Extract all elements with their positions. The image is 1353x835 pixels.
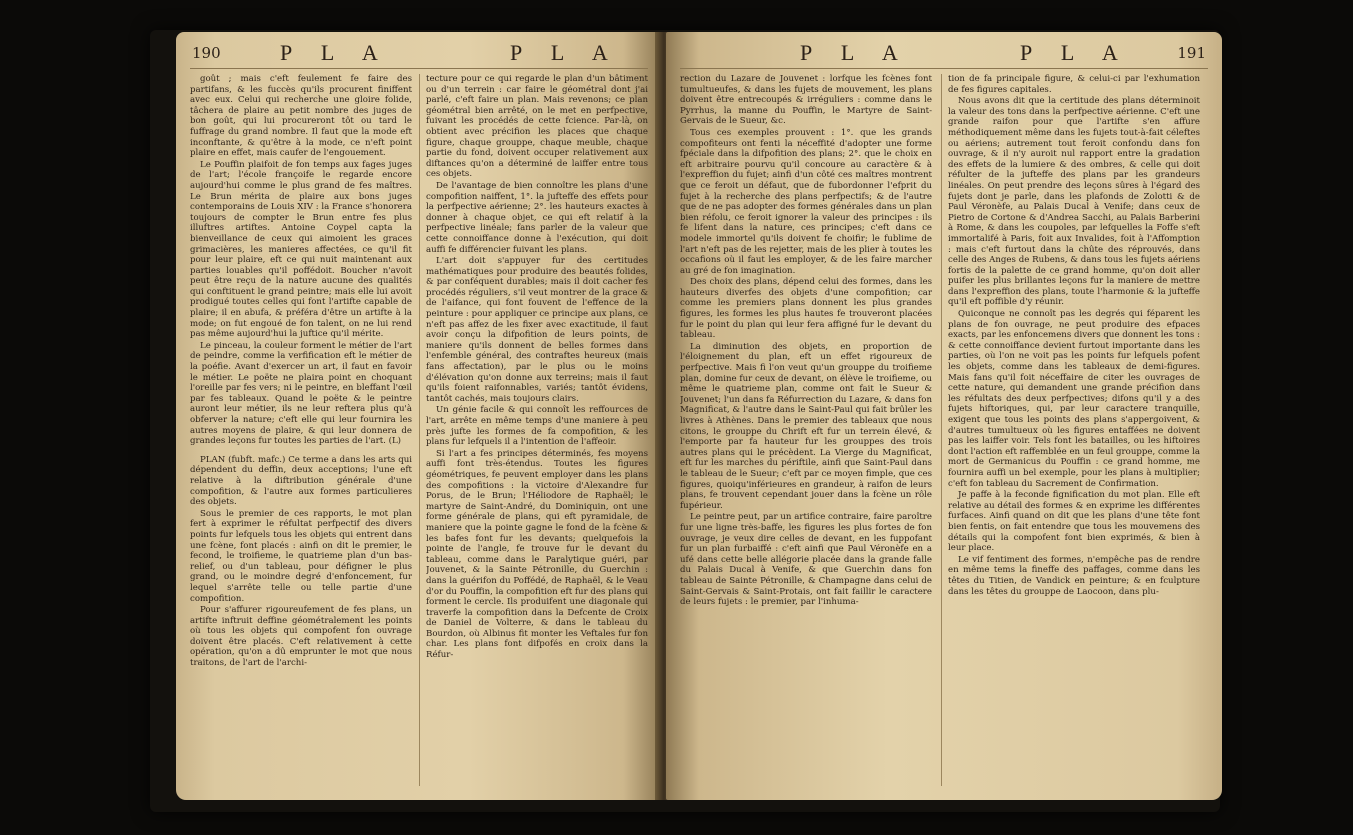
paragraph: Le vif fentiment des formes, n'empêche pas de rendre en même tems la fineffe des paffages, comme dans les têtes du Titien, de Vandick en peinture; & en fculpture dans les têtes du grouppe de Laocoon, dans plu- [948,554,1200,597]
right-header-title-2: P L A [1020,40,1130,65]
paragraph: La diminution des objets, en proportion de l'éloignement du plan, eft un effet rigoureux de perfpective. Mais fi l'on veut qu'un grouppe du troifieme plan, domine fur ceux de devant, on élève le troifieme, ou même le quatrieme plan, comme ont fait le Sueur & Jouvenet; l'un dans fa Réfurrection du Lazare, & dans fon Magnificat, & l'autre dans le Saint-Paul qui fait brûler les livres à Athènes. Dans le premier des tableaux que nous citons, le grouppe du Chrift eft fur un terrein élevé, & l'emporte par fa hauteur fur les grouppes des trois autres plans qui le précèdent. La Vierge du Magnificat, eft fur les marches du périftile, ainfi que Saint-Paul dans le tableau de le Sueur; c'eft par ce moyen fimple, que ces figures, quoiqu'inférieures en grandeur, à raifon de leurs plans, fe trouvent cependant jouer dans la fcène un rôle fupérieur. [680,341,932,511]
paragraph: Le Pouffin plaifoit de fon temps aux fages juges de l'art; l'école françoife le regarde encore aujourd'hui comme le plus grand de fes maîtres. Le Brun mérita de plaire aux bons juges contemporains de Louis XIV : la France s'honorera toujours de compter le Brun entre fes plus illuftres artiftes. Antoine Coypel capta la bienveillance de ceux qui aimoient les graces grimacières, les manieres affectées, ce qu'il fit pour leur plaire, eft ce qui nuit maintenant aux parties louables qu'il poffédoit. Boucher n'avoit peut être reçu de la nature aucune des qualités qui conftituent le grand peintre; mais elle lui avoit prodigué toutes celles qui font l'artifte capable de plaire; il en abufa, & préféra d'être un artifte à la mode; on fut engoué de fon talent, on ne lui rend pas même aujourd'hui la juftice qu'il mérite. [190,159,412,340]
left-header-title: P L A [280,40,390,65]
right-columns [680,74,1208,786]
right-header-title: P L A [800,40,910,65]
paragraph: Si l'art a fes principes déterminés, fes moyens auffi font très-étendus. Toutes les figures géométriques, fe peuvent employer dans les plans des compofitions : la victoire d'Alexandre fur Porus, de le Brun; l'Héliodore de Raphaël; le martyre de Saint-André, du Dominiquin, ont une forme générale de plans, qui eft pyramidale, de maniere que la pointe gagne le fond de la fcène & les bafes font fur les devants; quelquefois la pointe de l'angle, fe trouve fur le devant du tableau, comme dans le Paralytique guéri, par Jouvenet, & la Sainte Pétronille, du Guerchin : dans la guérifon du Poffédé, de Raphaël, & le Veau d'or du Pouffin, la compofition eft fur des plans qui forment le cercle. Ils produifent une diagonale qui traverfe la compofition dans la Defcente de Croix de Daniel de Volterre, & dans le tableau du Bourdon, où Albinus fit monter les Veftales fur fon char. Les plans font difpofés en croix dans la Réfur- [426,448,648,661]
paragraph: goût ; mais c'eft feulement fe faire des partifans, & les fuccès qu'ils procurent finiffent avec eux. Celui qui recherche une gloire folide, tâchera de plaire au petit nombre des juges de bon goût, qui lui procureront tôt ou tard le fuffrage du grand nombre. Il faut que la mode eft inconftante, & qu'être à la mode, ce n'eft point plaire en effet, mais caufer de l'engouement. [190,74,412,159]
paragraph: rection du Lazare de Jouvenet : lorfque les fcènes font tumultueufes, & dans les fujets de mouvement, les plans doivent être entrecoupés & irréguliers : comme dans le Pyrrhus, la manne du Pouffin, le Martyre de Saint-Gervais de le Sueur, &c. [680,74,932,127]
right-page-number: 191 [1177,44,1206,62]
paragraph: tion de fa principale figure, & celui-ci par l'exhumation de fes figures capitales. [948,74,1200,95]
paragraph: Des choix des plans, dépend celui des formes, dans les hauteurs diverfes des objets d'une compofition; car comme les premiers plans donnent les plus grandes figures, les formes les plus hautes fe trouveront placées fur le point du plan qui leur fera affigné fur le devant du tableau. [680,277,932,341]
paragraph: PLAN (fubft. mafc.) Ce terme a dans les arts qui dépendent du deffin, deux acceptions; l'une eft relative à la diftribution générale d'une compofition, & l'autre aux formes particulieres des objets. [190,454,412,508]
right-page [666,32,1222,800]
paragraph: Tous ces exemples prouvent : 1°. que les grands compofiteurs ont fenti la néceffité d'adopter une forme fpéciale dans la difpofition des plans; 2°. que le choix en eft arbitraire pourvu qu'il concoure au caractère & à l'expreffion du fujet; ainfi d'un côté ces maîtres montrent que ce feroit un défaut, que de fubordonner l'efprit du fujet à la recherche des plans perfpectifs; & de l'autre que de ne pas adopter des formes générales dans un plan bien réfolu, ce feroit ignorer la valeur des principes : ils fe lifent dans la nature, ces principes; c'eft dans ce modele immortel qu'ils doivent fe choifir; le fublime de l'art n'eft pas de les rejetter, mais de les plier à toutes les occafions où il faut les employer, & de les faire marcher au gré de fon imagination. [680,127,932,276]
right-running-head [680,42,1208,69]
paragraph: Nous avons dit que la certitude des plans déterminoit la valeur des tons dans la perfpective aérienne. C'eft une grande raifon pour que l'artifte s'en affure méthodiquement même dans les fujets tout-à-fait céleftes ou aériens; autrement tout feroit confondu dans fon ouvrage, & il n'y auroit nul rapport entre la gradation des effets de la lumiere & des ombres, & celle qui doit réfulter de la jufteffe des plans par les grandeurs linéales. On peut prendre des leçons sûres à l'égard des fujets dont je parle, dans les plafonds de Zolotti & de Paul Véronèfe, au Palais Ducal à Venife; dans ceux de Pietro de Cortone & d'Andrea Sacchi, au Palais Barberini à Rome, & dans les coupoles, par lefquelles la Foffe s'eft immortalifé à Paris, foit aux Invalides, foit à l'Affomption : mais c'eft furtout dans la chûte des réprouvés, dans celle des Anges de Rubens, & dans tous les fujets aériens fortis de la palette de ce grand homme, qu'on doit aller puifer les plus brillantes leçons fur la maniere de mettre dans l'expreffion des plans, toute l'harmonie & la jufteffe qu'il eft poffible d'y réunir. [948,96,1200,308]
left-running-head [190,42,648,69]
paragraph: Pour s'affurer rigoureufement de fes plans, un artifte inftruit deffine géométralement les points où tous les objets qui compofent fon ouvrage doivent être placés. C'eft relativement à cette opération, qu'on a dû emprunter le mot que nous traitons, de l'art de l'archi- [190,605,412,669]
paragraph: De l'avantage de bien connoître les plans d'une compofition naiffent, 1°. la jufteffe des effets pour la perfpective aérienne; 2°. les hauteurs exactes à donner à chaque objet, ce qui eft relatif à la perfpective linéale; fans parler de la valeur que cette connoiffance donne à l'exécution, qui doit auffi fe différencier fuivant les plans. [426,180,648,255]
paragraph: Un génie facile & qui connoît les reffources de l'art, arrête en même temps d'une maniere à peu près jufte les formes de fa compofition, & les plans fur lefquels il a l'intention de l'affeoir. [426,405,648,448]
left-column-1 [190,74,412,786]
paragraph: Quiconque ne connoît pas les degrés qui féparent les plans de fon ouvrage, ne peut produire des efpaces exacts, par les enfoncemens divers que donnent les tons : & cette connoiffance devient furtout importante dans les parties, où l'on ne voit pas les points fur lefquels pofent les objets, comme dans les tableaux de demi-figures. Mais fans qu'il foit néceffaire de citer les ouvrages de cette nature, qui demandent une grande précifion dans les réfultats des deux perfpectives; difons qu'il y a des fujets hiftoriques, qui, par leur caractere tranquille, exigent que tous les points des plans s'appergoivent, & d'autres tumultueux où les figures entaffées ne doivent pas les laiffer voir. Tels font les batailles, ou les hiftoires dont l'action eft raffemblée en un feul grouppe, comme la mort de Germanicus du Pouffin : ce grand homme, me fournira auffi un bel exemple, pour les plans à multiplier; c'eft fon tableau du Sacrement de Confirmation. [948,309,1200,489]
left-page-number: 190 [192,44,221,62]
column-divider [419,74,420,786]
paragraph: Le peintre peut, par un artifice contraire, faire paroître fur une ligne très-baffe, les figures les plus fortes de fon ouvrage, je veux dire celles de devant, en les fuppofant fur un plan furbaiffé : c'eft ainfi que Paul Véronèfe en a ufé dans cette belle allégorie placée dans la grande falle du Palais Ducal à Venife, & que Guerchin dans fon tableau de Sainte Pétronille, & Champagne dans celui de Saint-Gervais & Saint-Protais, ont fait faillir le caractere de leurs fujets : le premier, par l'inhuma- [680,512,932,608]
paragraph: L'art doit s'appuyer fur des certitudes mathématiques pour produire des beautés folides, & par conféquent durables; mais il doit cacher fes procédés réguliers, s'il veut montrer de la grace & de l'aifance, qui font fouvent de l'effence de la peinture : pour appliquer ce principe aux plans, ce n'eft pas affez de les fixer avec exactitude, il faut avoir conçu la difpofition de leurs points, de maniere qu'ils donnent de belles formes dans l'enfemble général, des contraftes heureux (mais fans affectation), par le plus ou le moins d'élévation qu'on donne aux terreins; mais il faut qu'ils foient raifonnables, variés; tantôt évidens, tantôt cachés, mais toujours clairs. [426,256,648,404]
paragraph: Je paffe à la feconde fignification du mot plan. Elle eft relative au détail des formes & en exprime les différentes furfaces. Ainfi quand on dit que les plans d'une tête font bien fentis, on fait entendre que tous les mouvemens des détails qui la compofent font bien exprimés, & bien à leur place. [948,490,1200,554]
right-column-2 [948,74,1200,786]
left-page [176,32,662,800]
left-header-title-2: P L A [510,40,620,65]
left-column-2 [426,74,648,786]
column-divider [941,74,942,786]
right-column-1 [680,74,932,786]
paragraph: tecture pour ce qui regarde le plan d'un bâtiment ou d'un terrein : car faire le géométral dont j'ai parlé, c'eft faire un plan. Mais revenons; ce plan géométral bien arrêté, on le met en perfpective, fuivant les procédés de cette fcience. Par-là, on obtient avec précifion les places que chaque figure, chaque grouppe, chaque meuble, chaque partie du fond, doivent occuper relativement aux diftances qu'on a déterminé de laiffer entre tous ces objets. [426,74,648,180]
paragraph: Sous le premier de ces rapports, le mot plan fert à exprimer le réfultat perfpectif des divers points fur lefquels tous les objets qui entrent dans une fcène, font placés : ainfi on dit le premier, le fecond, le troifieme, le quatrieme plan d'un bas-relief, ou d'un tableau, pour défigner le plus grand, ou le moindre degré d'enfoncement, fur lequel s'arrête telle ou telle partie d'une compofition. [190,508,412,604]
paragraph: Le pinceau, la couleur forment le métier de l'art de peindre, comme la verfification eft le métier de la poéfie. Avant d'exercer un art, il faut en favoir le métier. Le poëte ne plaira point en choquant l'oreille par fes vers; ni le peintre, en bleffant l'œil par fes tableaux. Quand le poëte & le peintre auront leur métier, ils ne leur reftera plus qu'à obferver la nature; c'eft elle qui leur fournira les autres moyens de plaire, & qui leur donnera de grandes leçons fur toutes les parties de l'art. (L) [190,340,412,447]
